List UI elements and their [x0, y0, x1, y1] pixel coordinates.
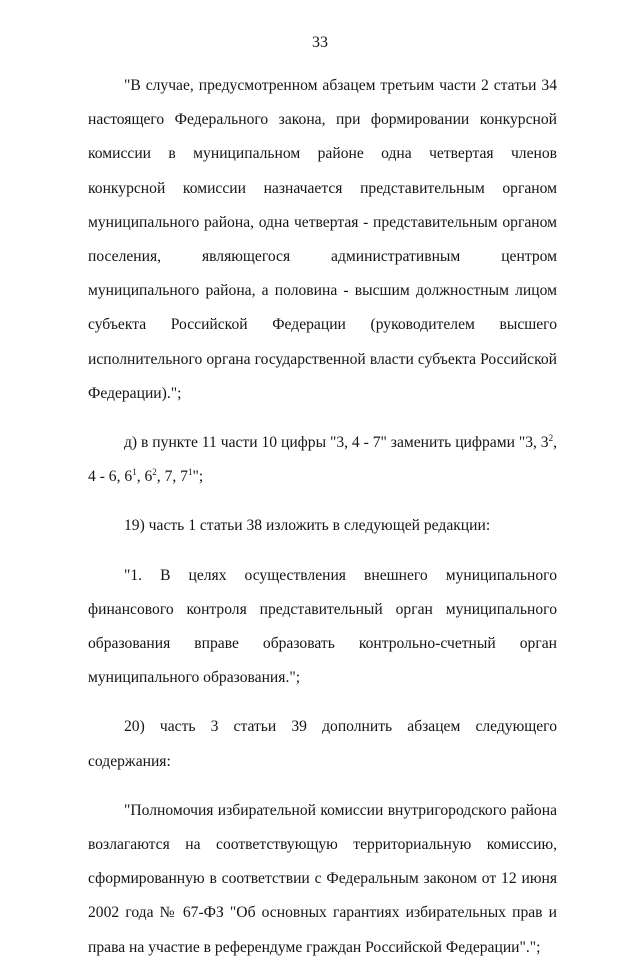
- paragraph-electoral-commission: "Полномочия избирательной комиссии внутригородского района возлагаются на соответствующую территориальную комиссию, сформированную в соответствии с Федеральным законом от 12 июня 2002 года № 67-ФЗ "Об основных гарантиях избирательных прав и права на участие в референдуме граждан Российской Федерации".";: [88, 801, 557, 956]
- item-d-superscript-1: 2: [548, 433, 554, 444]
- paragraph-financial-control: "1. В целях осуществления внешнего муниципального финансового контроля представительный орган муниципального образования вправе образовать контрольно-счетный орган муниципального образования.";: [88, 566, 557, 687]
- item-d-text-5: ";: [192, 468, 204, 486]
- page-number: 33: [312, 34, 328, 51]
- item-d-text-3: , 6: [136, 468, 153, 486]
- item-d-text-2: , 4 - 6, 6: [88, 434, 557, 486]
- item-d-text-1: д) в пункте 11 части 10 цифры "3, 4 - 7" заменить цифрами "3, 3: [124, 434, 549, 452]
- paragraph-competition-commission: "В случае, предусмотренном абзацем третьим части 2 статьи 34 настоящего Федерального закона, при формировании конкурсной комиссии в муниципальном районе одна четвертая членов конкурсной комиссии назначается представительным органом муниципального района, одна четвертая - представительным органом поселения, являющегося административным центром муниципального района, а половина - высшим должностным лицом субъекта Российской Федерации (руководителем высшего исполнительного органа государственной власти субъекта Российской Федерации).";: [88, 77, 557, 402]
- item-d-superscript-4: 1: [187, 467, 193, 478]
- paragraph-item-19: 19) часть 1 статьи 38 изложить в следующей редакции:: [124, 517, 491, 535]
- item-d-text-4: , 7, 7: [156, 468, 188, 486]
- item-d-superscript-3: 2: [152, 467, 157, 478]
- paragraph-item-d: [88, 426, 557, 494]
- document-body: [88, 69, 557, 965]
- paragraph-item-20: 20) часть 3 статьи 39 дополнить абзацем следующего содержания:: [88, 718, 557, 770]
- item-d-superscript-2: 1: [132, 467, 137, 478]
